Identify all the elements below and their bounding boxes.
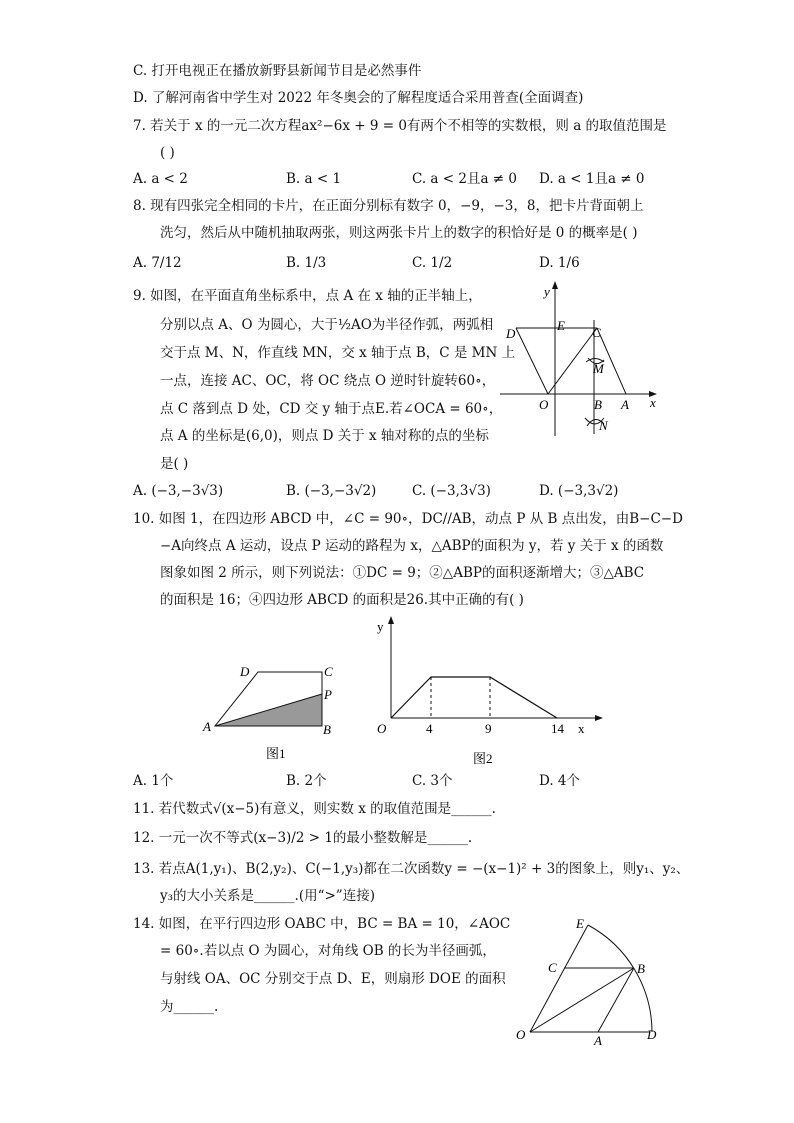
- q9-label-o: O: [539, 397, 549, 412]
- q9-label-d: D: [506, 326, 516, 341]
- q14-segment-ba: [598, 968, 634, 1032]
- q9-stem-2: 分别以点 A、O 为圆心，大于½AO为半径作弧，两弧相: [160, 317, 494, 333]
- q8-option-d: D. 1/6: [539, 255, 580, 271]
- q6-option-d: D. 了解河南省中学生对 2022 年冬奥会的了解程度适合采用普查(全面调查): [133, 90, 584, 106]
- q10-figure-2: [365, 615, 605, 770]
- q9-option-c: C. (−3,3√3): [412, 483, 491, 499]
- q9-stem: 9. 如图，在平面直角坐标系中，点 A 在 x 轴的正半轴上，: [133, 288, 482, 304]
- q12-stem: 12. 一元一次不等式(x−3)/2 > 1的最小整数解是______.: [133, 830, 473, 846]
- q9-stem-6: 点 A 的坐标是(6,0)，则点 D 关于 x 轴对称的点的坐标: [160, 428, 489, 444]
- q9-segment-do: [516, 328, 548, 394]
- q10-f1-label-c: C: [324, 664, 333, 679]
- q10-stem-2: −A向终点 A 运动，设点 P 运动的路程为 x，△ABP的面积为 y，若 y 关于 x 的函数: [160, 538, 664, 554]
- q14-stem: 14. 如图，在平行四边形 OABC 中，BC = BA = 10，∠AOC: [133, 916, 511, 932]
- q7-option-d: D. a < 1且a ≠ 0: [539, 171, 645, 187]
- q8-stem-cont: 洗匀，然后从中随机抽取两张，则这两张卡片上的数字的积恰好是 0 的概率是( ): [160, 225, 638, 241]
- q10-caption-2: 图2: [473, 751, 493, 766]
- q6-option-c: C. 打开电视正在播放新野县新闻节目是必然事件: [133, 63, 422, 79]
- q7-stem-paren: ( ): [160, 145, 175, 161]
- q10-option-a: A. 1个: [133, 773, 174, 789]
- q10-f2-y-arrow: [388, 616, 394, 624]
- q14-diagonal-ob: [530, 968, 634, 1032]
- q10-f2-graph: [391, 677, 557, 718]
- q9-y-arrow: [552, 281, 558, 289]
- q7-option-b: B. a < 1: [286, 171, 342, 187]
- q10-f2-label-x: x: [578, 721, 585, 736]
- q11-stem: 11. 若代数式√(x−5)有意义，则实数 x 的取值范围是______.: [133, 801, 496, 817]
- q9-label-x: x: [650, 395, 656, 410]
- q14-ray-oc: [530, 925, 588, 1032]
- q9-option-d: D. (−3,3√2): [539, 483, 619, 499]
- q13-stem-2: y₃的大小关系是______.(用“>”连接): [160, 888, 375, 904]
- q9-label-n: N: [599, 418, 608, 433]
- q9-label-c: C: [592, 325, 601, 340]
- q7-option-c: C. a < 2且a ≠ 0: [412, 171, 517, 187]
- q9-option-b: B. (−3,−3√2): [286, 483, 377, 499]
- q10-f1-label-d: D: [240, 664, 250, 679]
- q9-label-a: A: [621, 397, 629, 412]
- q14-label-a: A: [594, 1033, 602, 1048]
- q7-stem: 7. 若关于 x 的一元二次方程ax²−6x + 9 = 0有两个不相等的实数根，则 a 的取值范围是: [133, 118, 667, 134]
- q9-stem-7: 是( ): [160, 456, 189, 472]
- q14-label-d: D: [647, 1027, 657, 1042]
- q9-label-y: y: [544, 284, 550, 299]
- q14-stem-3: 与射线 OA、OC 分别交于点 D、E，则扇形 DOE 的面积: [160, 971, 506, 987]
- q10-f2-tick-4: 4: [426, 721, 433, 736]
- q9-label-b: B: [594, 397, 602, 412]
- q9-stem-4: 一点，连接 AC、OC，将 OC 绕点 O 逆时针旋转60∘，: [160, 373, 496, 389]
- q10-f2-tick-14: 14: [551, 721, 564, 736]
- q10-figure-1: [200, 660, 350, 770]
- q9-option-a: A. (−3,−3√3): [133, 483, 224, 499]
- q10-f2-label-o: O: [377, 721, 387, 736]
- q14-arc-de: [588, 925, 652, 1032]
- q14-stem-4: 为______.: [160, 999, 219, 1015]
- q8-stem: 8. 现有四张完全相同的卡片，在正面分别标有数字 0，−9，−3，8，把卡片背面朝上: [133, 198, 644, 214]
- q7-option-a: A. a < 2: [133, 171, 188, 187]
- q8-option-a: A. 7/12: [133, 255, 182, 271]
- q13-stem: 13. 若点A(1,y₁)、B(2,y₂)、C(−1,y₃)都在二次函数y = −(x−1)² + 3的图象上，则y₁、y₂、: [133, 861, 690, 877]
- q10-option-c: C. 3个: [412, 773, 453, 789]
- q9-stem-5: 点 C 落到点 D 处，CD 交 y 轴于点E.若∠OCA = 60∘，: [160, 401, 503, 417]
- q9-stem-3: 交于点 M、N，作直线 MN，交 x 轴于点 B，C 是 MN 上: [160, 345, 516, 361]
- q10-caption-1: 图1: [266, 746, 286, 761]
- q14-stem-2: = 60∘.若以点 O 为圆心，对角线 OB 的长为半径画弧，: [160, 943, 496, 959]
- q14-label-o: O: [516, 1027, 526, 1042]
- q14-figure: [510, 915, 670, 1050]
- q10-stem: 10. 如图 1，在四边形 ABCD 中，∠C = 90∘，DC//AB，动点 P 从 B 点出发，由B−C−D: [133, 511, 683, 527]
- q10-f1-label-b: B: [323, 722, 331, 737]
- q10-option-d: D. 4个: [539, 773, 581, 789]
- q14-label-e: E: [576, 916, 584, 931]
- q14-label-c: C: [548, 960, 557, 975]
- q9-label-e: E: [557, 318, 565, 333]
- q10-stem-3: 图象如图 2 所示，则下列说法：①DC = 9；②△ABP的面积逐渐增大；③△ABC: [160, 565, 645, 581]
- q10-stem-4: 的面积是 16；④四边形 ABCD 的面积是26.其中正确的有( ): [160, 592, 524, 608]
- q10-f1-label-p: P: [324, 687, 332, 702]
- q8-option-b: B. 1/3: [286, 255, 327, 271]
- q10-f2-tick-9: 9: [485, 721, 492, 736]
- q10-f1-label-a: A: [203, 719, 211, 734]
- q10-f2-x-arrow: [595, 715, 603, 721]
- q8-option-c: C. 1/2: [412, 255, 453, 271]
- q10-f2-label-y: y: [377, 619, 384, 634]
- q9-figure: [500, 280, 670, 440]
- q10-option-b: B. 2个: [286, 773, 327, 789]
- q9-label-m: M: [593, 361, 604, 376]
- q14-label-b: B: [637, 961, 645, 976]
